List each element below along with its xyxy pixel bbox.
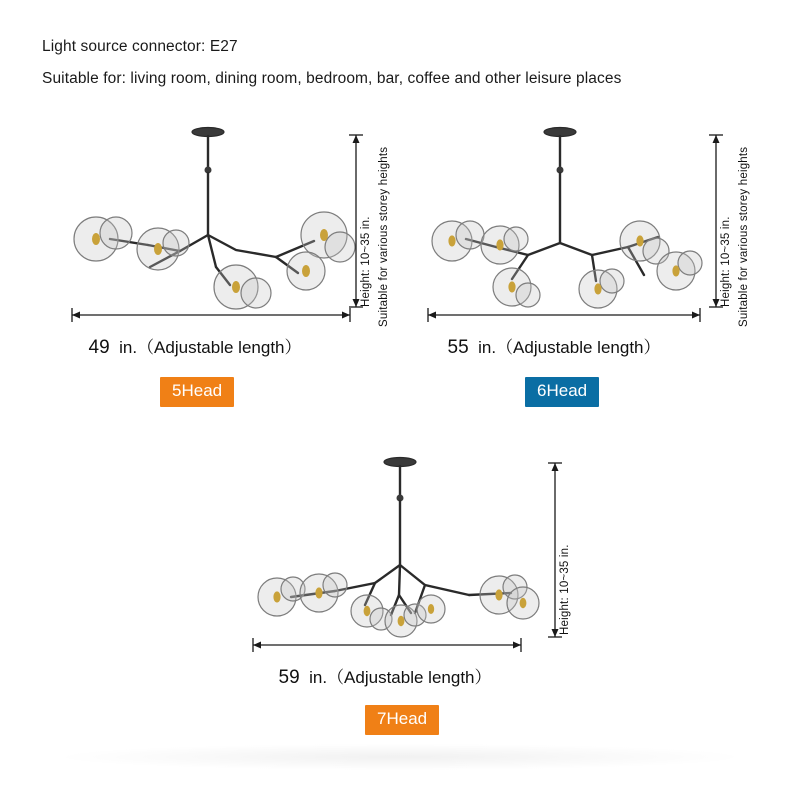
- storey-label-six-head: Suitable for various storey heights: [738, 146, 750, 327]
- badge-number-five-head: 5: [172, 381, 182, 400]
- page-bottom-shadow: [60, 744, 740, 770]
- spec-line-suitable-for: Suitable for: living room, dining room, bedroom, bar, coffee and other leisure places: [42, 70, 622, 87]
- height-label-five-head: Height: 10~35 in.: [360, 216, 372, 307]
- width-unit-five-head: in.: [119, 338, 138, 357]
- badge-five-head: [160, 377, 234, 407]
- lamp-illustration-seven-head: [215, 445, 575, 675]
- width-number-seven-head: 59: [278, 667, 300, 688]
- badge-text-six-head: Head: [546, 381, 588, 400]
- width-caption-seven-head: [205, 663, 565, 689]
- lamp-illustration-five-head: [30, 115, 380, 345]
- height-label-seven-head: Height: 10~35 in.: [559, 544, 571, 635]
- width-note-five-head: （Adjustable length）: [137, 338, 302, 357]
- lamp-illustration-six-head: [400, 115, 740, 345]
- figure-six-head: [400, 115, 750, 415]
- width-caption-five-head: [20, 333, 370, 359]
- width-unit-six-head: in.: [478, 338, 497, 357]
- figure-five-head: [30, 115, 390, 415]
- spec-line-light-source: Light source connector: E27: [42, 38, 238, 55]
- height-label-six-head: Height: 10~35 in.: [720, 216, 732, 307]
- width-caption-six-head: [384, 333, 724, 359]
- badge-seven-head: [365, 705, 439, 735]
- badge-text-five-head: Head: [181, 381, 223, 400]
- width-note-six-head: （Adjustable length）: [496, 338, 661, 357]
- width-note-seven-head: （Adjustable length）: [327, 668, 492, 687]
- storey-label-five-head: Suitable for various storey heights: [378, 146, 390, 327]
- badge-number-seven-head: 7: [377, 709, 387, 728]
- badge-six-head: [525, 377, 599, 407]
- badge-text-seven-head: Head: [386, 709, 428, 728]
- figure-seven-head: [215, 445, 575, 745]
- badge-number-six-head: 6: [537, 381, 547, 400]
- width-number-five-head: 49: [88, 337, 110, 358]
- width-number-six-head: 55: [447, 337, 469, 358]
- width-unit-seven-head: in.: [309, 668, 328, 687]
